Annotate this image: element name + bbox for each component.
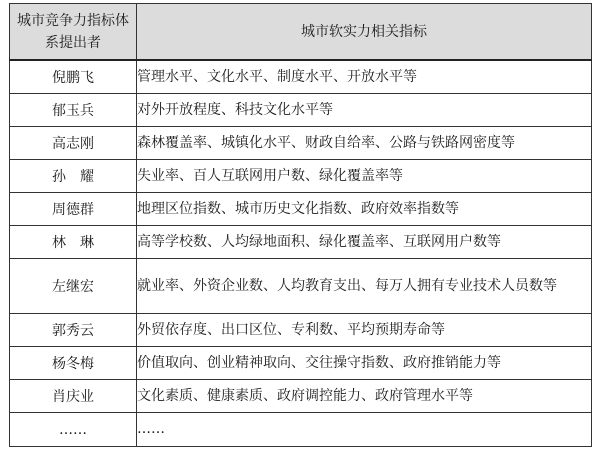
indicator-list: …… <box>137 413 592 447</box>
table-row <box>10 226 592 259</box>
proposer-name: 孙 耀 <box>10 160 137 193</box>
indicator-list: 价值取向、创业精神取向、交往操守指数、政府推销能力等 <box>137 347 592 380</box>
proposer-name: 高志刚 <box>10 127 137 160</box>
table-row <box>10 94 592 127</box>
indicator-list: 高等学校数、人均绿地面积、绿化覆盖率、互联网用户数等 <box>137 226 592 259</box>
indicator-table <box>9 3 592 447</box>
table-row <box>10 127 592 160</box>
table-row <box>10 413 592 447</box>
indicator-list: 就业率、外资企业数、人均教育支出、每万人拥有专业技术人员数等 <box>137 259 592 314</box>
proposer-name: 肖庆业 <box>10 380 137 413</box>
indicator-list: 失业率、百人互联网用户数、绿化覆盖率等 <box>137 160 592 193</box>
proposer-name: 郭秀云 <box>10 314 137 347</box>
table-header-row <box>10 4 592 61</box>
table-row <box>10 380 592 413</box>
indicator-list: 森林覆盖率、城镇化水平、财政自给率、公路与铁路网密度等 <box>137 127 592 160</box>
indicator-list: 对外开放程度、科技文化水平等 <box>137 94 592 127</box>
header-indicators: 城市软实力相关指标 <box>137 4 592 61</box>
table-row <box>10 160 592 193</box>
proposer-name: 杨冬梅 <box>10 347 137 380</box>
proposer-name: …… <box>10 413 137 447</box>
indicator-list: 管理水平、文化水平、制度水平、开放水平等 <box>137 60 592 94</box>
proposer-name: 倪鹏飞 <box>10 60 137 94</box>
proposer-name: 郁玉兵 <box>10 94 137 127</box>
proposer-name: 林 琳 <box>10 226 137 259</box>
table-row <box>10 314 592 347</box>
indicator-list: 外贸依存度、出口区位、专利数、平均预期寿命等 <box>137 314 592 347</box>
table-row <box>10 347 592 380</box>
proposer-name: 左继宏 <box>10 259 137 314</box>
header-proposer: 城市竞争力指标体系提出者 <box>10 4 137 61</box>
indicator-list: 文化素质、健康素质、政府调控能力、政府管理水平等 <box>137 380 592 413</box>
table-row <box>10 193 592 226</box>
table-row <box>10 259 592 314</box>
indicator-list: 地理区位指数、城市历史文化指数、政府效率指数等 <box>137 193 592 226</box>
table-row <box>10 60 592 94</box>
proposer-name: 周德群 <box>10 193 137 226</box>
